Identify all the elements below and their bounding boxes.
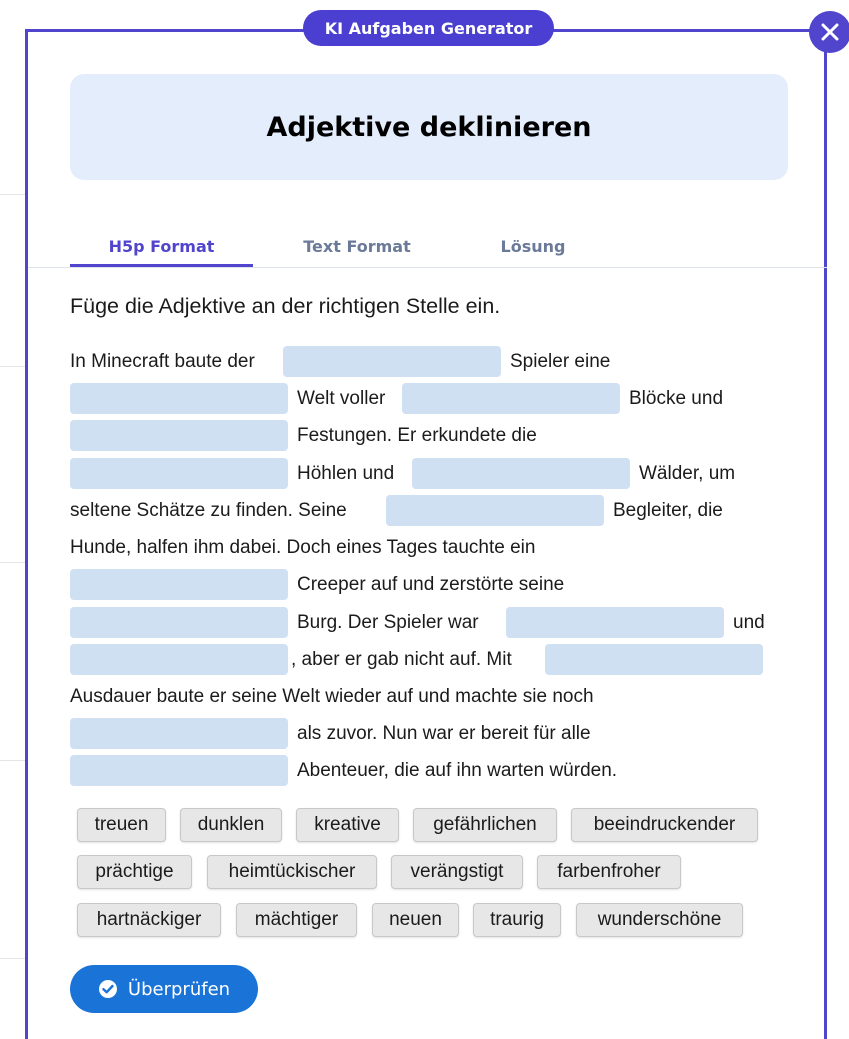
background-divider — [0, 562, 26, 563]
word-chip[interactable]: farbenfroher — [537, 855, 681, 889]
blank-drop-zone[interactable] — [545, 644, 763, 675]
blank-drop-zone[interactable] — [70, 383, 288, 414]
modal-header-title: KI Aufgaben Generator — [303, 10, 554, 46]
text-fragment: Wälder, um — [639, 463, 736, 484]
exercise-title-card — [70, 74, 788, 180]
text-fragment: Welt voller — [297, 388, 386, 409]
word-chip[interactable]: beeindruckender — [571, 808, 758, 842]
word-chip[interactable]: kreative — [296, 808, 399, 842]
text-fragment: , aber er gab nicht auf. Mit — [291, 649, 512, 670]
word-chip[interactable]: verängstigt — [391, 855, 523, 889]
word-chip[interactable]: dunklen — [180, 808, 282, 842]
blank-drop-zone[interactable] — [70, 718, 288, 749]
text-fragment: Creeper auf und zerstörte seine — [297, 574, 565, 595]
blank-drop-zone[interactable] — [70, 644, 288, 675]
check-circle-icon — [98, 979, 118, 999]
check-button[interactable] — [70, 965, 258, 1013]
blank-drop-zone[interactable] — [412, 458, 630, 489]
word-chip[interactable]: traurig — [473, 903, 561, 937]
text-fragment: Hunde, halfen ihm dabei. Doch eines Tages tauchte ein — [70, 537, 536, 558]
word-chip[interactable]: wunderschöne — [576, 903, 743, 937]
blank-drop-zone[interactable] — [283, 346, 501, 377]
exercise-title: Adjektive deklinieren — [266, 111, 592, 143]
text-fragment: In Minecraft baute der — [70, 351, 255, 372]
text-fragment: Ausdauer baute er seine Welt wieder auf und machte sie noch — [70, 686, 594, 707]
text-fragment: Begleiter, die — [613, 500, 723, 521]
text-fragment: Burg. Der Spieler war — [297, 612, 479, 633]
text-fragment: Höhlen und — [297, 463, 395, 484]
background-divider — [0, 958, 26, 959]
blank-drop-zone[interactable] — [70, 569, 288, 600]
blank-drop-zone[interactable] — [402, 383, 620, 414]
background-divider — [0, 760, 26, 761]
blank-drop-zone[interactable] — [386, 495, 604, 526]
background-divider — [0, 194, 26, 195]
word-chip[interactable]: hartnäckiger — [77, 903, 221, 937]
instruction-text: Füge die Adjektive an der richtigen Stelle ein. — [70, 294, 501, 318]
text-fragment: Blöcke und — [629, 388, 724, 409]
text-fragment: Festungen. Er erkundete die — [297, 425, 537, 446]
background-divider — [0, 366, 26, 367]
text-fragment: als zuvor. Nun war er bereit für alle — [297, 723, 591, 744]
blank-drop-zone[interactable] — [506, 607, 724, 638]
text-fragment: und — [733, 612, 765, 633]
check-button-label: Überprüfen — [127, 978, 231, 1000]
text-fragment: Abenteuer, die auf ihn warten würden. — [297, 760, 618, 781]
word-chip[interactable]: gefährlichen — [413, 808, 557, 842]
blank-drop-zone[interactable] — [70, 755, 288, 786]
blank-drop-zone[interactable] — [70, 458, 288, 489]
blank-drop-zone[interactable] — [70, 420, 288, 451]
word-chip[interactable]: treuen — [77, 808, 166, 842]
blank-drop-zone[interactable] — [70, 607, 288, 638]
text-fragment: Spieler eine — [510, 351, 611, 372]
word-chip[interactable]: prächtige — [77, 855, 192, 889]
word-chip[interactable]: neuen — [372, 903, 459, 937]
tab-text-format[interactable]: Text Format — [303, 236, 411, 256]
tab-h5p-format[interactable]: H5p Format — [108, 236, 215, 256]
close-icon — [821, 23, 839, 41]
tabs-divider — [28, 267, 827, 268]
close-button[interactable] — [809, 11, 849, 53]
word-chip[interactable]: heimtückischer — [207, 855, 377, 889]
text-fragment: seltene Schätze zu finden. Seine — [70, 500, 347, 521]
tab-loesung[interactable]: Lösung — [500, 236, 566, 256]
word-chip[interactable]: mächtiger — [236, 903, 357, 937]
